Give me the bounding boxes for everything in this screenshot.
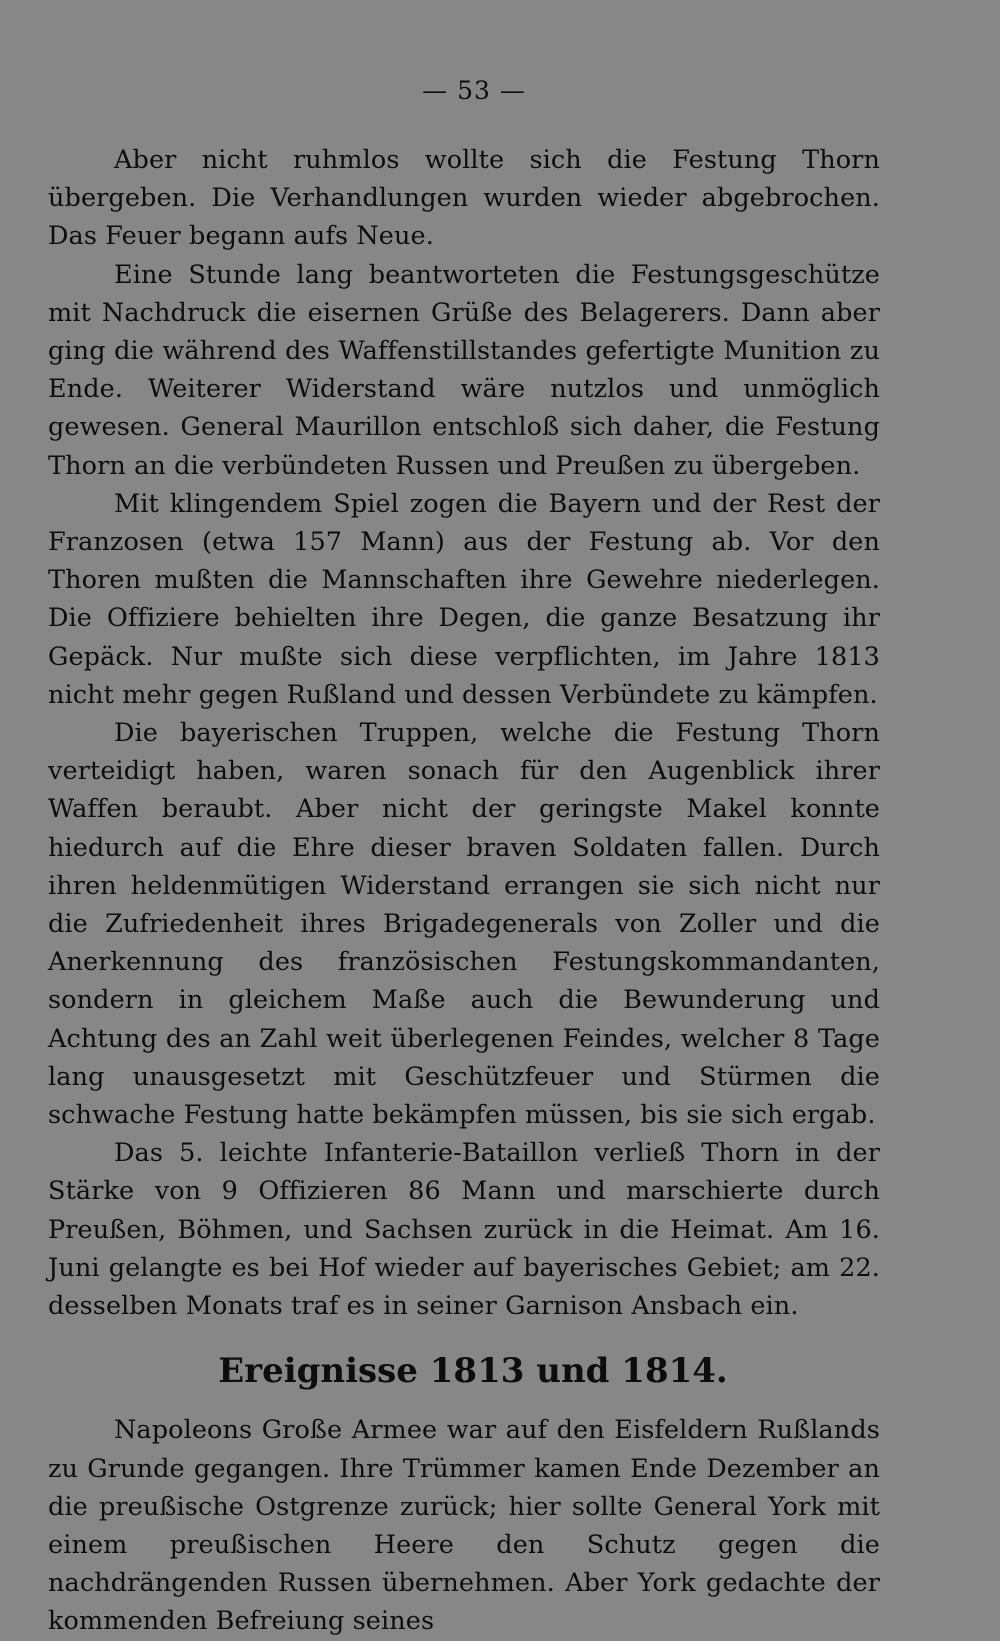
paragraph-bombardment: Eine Stunde lang beantworteten die Festungsgeschütze mit Nachdruck die eisernen Grüße des Belagerers. Dann aber ging die während des Waffenstillstandes gefertigte Munition zu Ende. Weiterer Widerstand wäre nutzlos und unmöglich gewesen. General Maurillon entschloß sich daher, die Festung Thorn an die verbündeten Russen und Preußen zu übergeben. [48, 259, 880, 481]
paragraph-napoleon-army: Napoleons Große Armee war auf den Eisfeldern Rußlands zu Grunde gegangen. Ihre Trümmer kamen Ende Dezember an die preußische Ostgrenze zurück; hier sollte General York mit einem preußischen Heere den Schutz gegen die nachdrängenden Russen übernehmen. Aber York gedachte der kommenden Befreiung seines [48, 1415, 880, 1637]
page-number: — 53 — [422, 76, 526, 105]
section-heading: Ereignisse 1813 und 1814. [218, 1351, 728, 1392]
paragraph-surrender-refused: Aber nicht ruhmlos wollte sich die Festung Thorn übergeben. Die Verhandlungen wurden wieder abgebrochen. Das Feuer begann aufs Neue. [48, 145, 880, 252]
paragraph-return-home: Das 5. leichte Infanterie-Bataillon verließ Thorn in der Stärke von 9 Offizieren 86 Mann und marschierte durch Preußen, Böhmen, und Sachsen zurück in die Heimat. Am 16. Juni gelangte es bei Hof wieder auf bayerisches Gebiet; am 22. desselben Monats traf es in seiner Garnison Ansbach ein. [48, 1138, 880, 1322]
paragraph-bavarian-troops: Die bayerischen Truppen, welche die Festung Thorn verteidigt haben, waren sonach für den Augenblick ihrer Waffen beraubt. Aber nicht der geringste Makel konnte hiedurch auf die Ehre dieser braven Soldaten fallen. Durch ihren heldenmütigen Widerstand errangen sie sich nicht nur die Zufriedenheit ihres Brigadegenerals von Zoller und die Anerkennung des französischen Festungskommandanten, sondern in gleichem Maße auch die Bewunderung und Achtung des an Zahl weit überlegenen Feindes, welcher 8 Tage lang unausgesetzt mit Geschützfeuer und Stürmen die schwache Festung hatte bekämpfen müssen, bis sie sich ergab. [48, 718, 880, 1131]
paragraph-withdrawal: Mit klingendem Spiel zogen die Bayern und der Rest der Franzosen (etwa 157 Mann) aus der Festung ab. Vor den Thoren mußten die Mannschaften ihre Gewehre niederlegen. Die Offiziere behielten ihre Degen, die ganze Besatzung ihr Gepäck. Nur mußte sich diese verpflichten, im Jahre 1813 nicht mehr gegen Rußland und dessen Verbündete zu kämpfen. [48, 488, 880, 710]
book-page [48, 70, 880, 1637]
